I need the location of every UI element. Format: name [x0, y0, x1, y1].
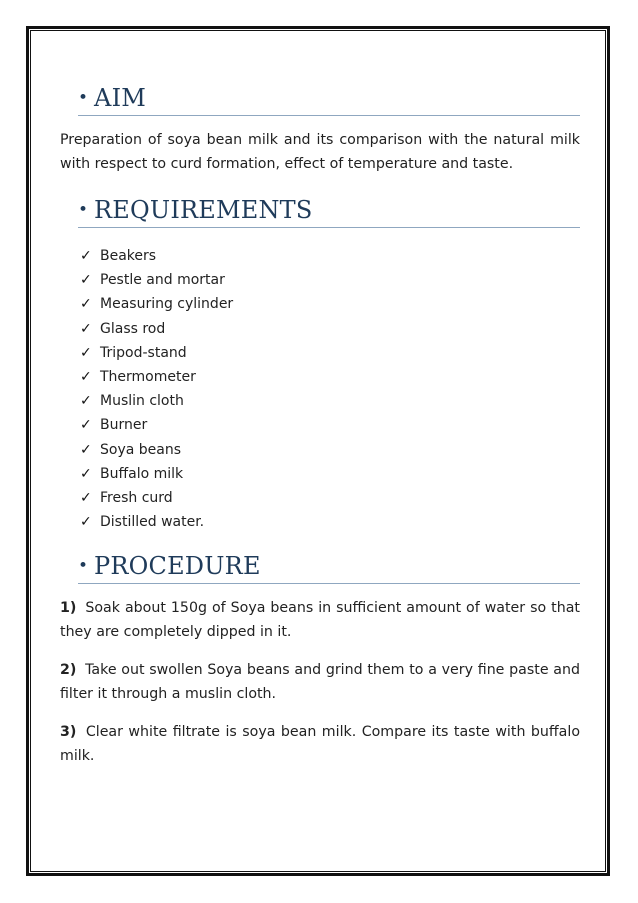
requirement-label: Fresh curd [100, 489, 173, 506]
requirement-item [80, 244, 580, 268]
check-icon: ✓ [80, 344, 92, 361]
check-icon: ✓ [80, 489, 92, 506]
requirement-label: Buffalo milk [100, 465, 184, 482]
step-number: 1) [60, 600, 77, 617]
requirement-item [80, 438, 580, 462]
procedure-step [60, 720, 580, 768]
requirement-label: Pestle and mortar [100, 272, 225, 289]
requirement-item [80, 292, 580, 316]
requirement-label: Tripod-stand [100, 344, 187, 361]
bullet-icon: • [78, 555, 89, 576]
requirement-item [80, 389, 580, 413]
procedure-step [60, 658, 580, 706]
aim-heading [78, 84, 580, 116]
requirement-label: Muslin cloth [100, 393, 184, 410]
requirement-item [80, 486, 580, 510]
requirement-label: Distilled water. [100, 514, 205, 531]
bullet-icon: • [78, 199, 89, 220]
check-icon: ✓ [80, 296, 92, 313]
step-number: 3) [60, 724, 77, 741]
check-icon: ✓ [80, 248, 92, 265]
step-text: Clear white filtrate is soya bean milk. Compare its taste with buffalo milk. [60, 724, 580, 765]
requirements-heading-text: REQUIREMENTS [94, 196, 313, 224]
procedure-steps [60, 596, 580, 768]
requirement-label: Thermometer [100, 369, 196, 386]
procedure-heading [78, 552, 580, 584]
requirement-item [80, 268, 580, 292]
check-icon: ✓ [80, 369, 92, 386]
check-icon: ✓ [80, 320, 92, 337]
procedure-step [60, 596, 580, 644]
check-icon: ✓ [80, 441, 92, 458]
document-body [60, 80, 580, 768]
requirement-label: Glass rod [100, 320, 166, 337]
requirement-label: Measuring cylinder [100, 296, 234, 313]
requirement-label: Burner [100, 417, 148, 434]
requirement-item [80, 341, 580, 365]
requirement-item [80, 510, 580, 534]
check-icon: ✓ [80, 417, 92, 434]
check-icon: ✓ [80, 465, 92, 482]
requirement-item [80, 317, 580, 341]
check-icon: ✓ [80, 514, 92, 531]
requirement-item [80, 462, 580, 486]
check-icon: ✓ [80, 393, 92, 410]
step-text: Soak about 150g of Soya beans in sufficient amount of water so that they are completely dipped in it. [60, 600, 580, 641]
requirements-list [60, 244, 580, 534]
requirement-label: Soya beans [100, 441, 182, 458]
requirement-item [80, 413, 580, 437]
bullet-icon: • [78, 87, 89, 108]
requirement-label: Beakers [100, 248, 157, 265]
requirement-item [80, 365, 580, 389]
procedure-heading-text: PROCEDURE [94, 552, 261, 581]
step-text: Take out swollen Soya beans and grind them to a very fine paste and filter it through a muslin cloth. [60, 662, 580, 703]
step-number: 2) [60, 662, 77, 679]
check-icon: ✓ [80, 272, 92, 289]
aim-heading-text: AIM [94, 84, 147, 112]
requirements-heading [78, 196, 580, 228]
aim-text: Preparation of soya bean milk and its comparison with the natural milk with respect to curd formation, effect of temperature and taste. [60, 132, 580, 172]
